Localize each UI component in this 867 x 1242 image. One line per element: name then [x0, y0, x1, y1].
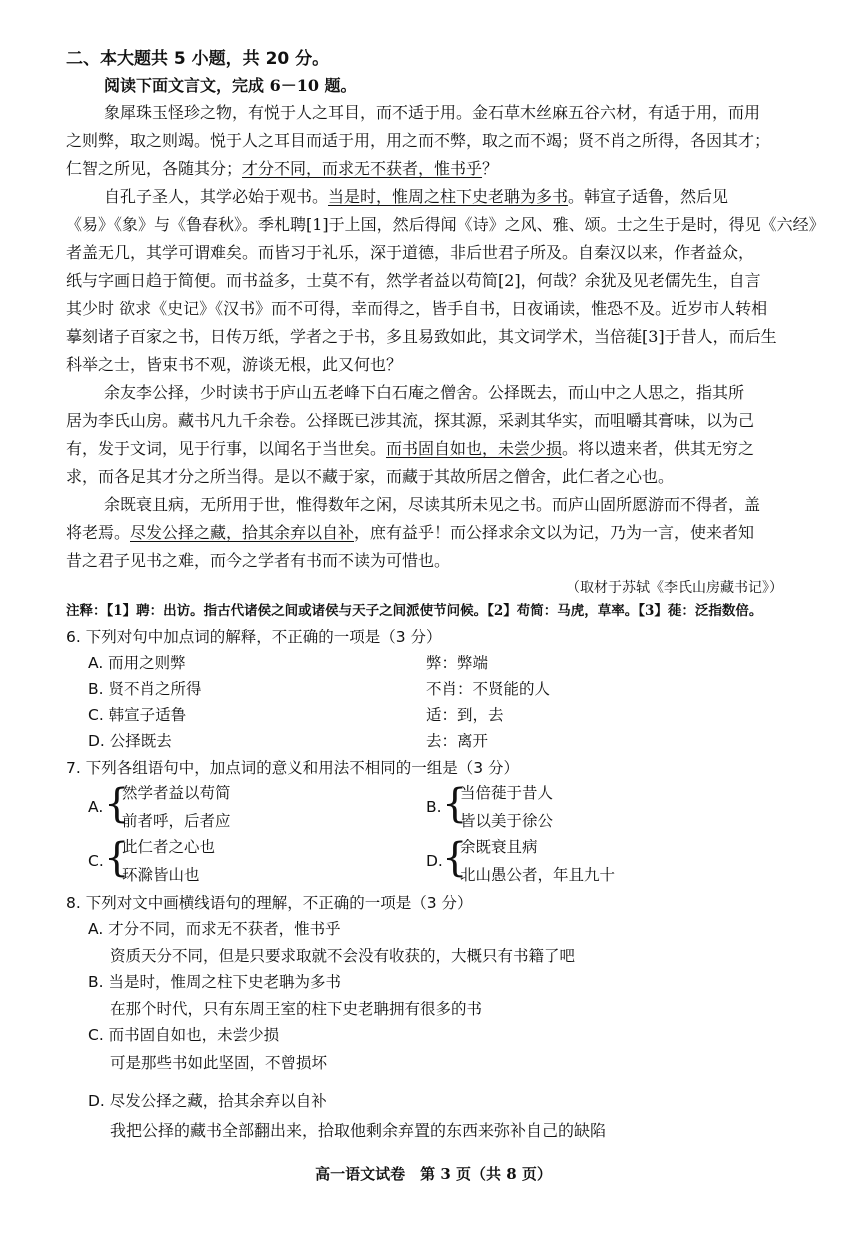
q7-option-d-label: D. [426, 852, 443, 870]
q7-option-a-label: A. [88, 798, 104, 816]
q7-option-c-top: 此仁者之心也 [122, 838, 216, 856]
q8-option-c-translation: 可是那些书如此坚固，不曾损坏 [110, 1054, 328, 1072]
q6-option-a: A. 而用之则弊 [88, 654, 186, 672]
underlined-sentence: 而书固自如也，未尝少损 [386, 439, 563, 458]
question-6-stem: 6. 下列对句中加点词的解释，不正确的一项是（3 分） [66, 628, 442, 646]
passage-text: 自孔子圣人，其学必始于观书。 [104, 187, 329, 206]
brace-icon: { [442, 835, 468, 881]
q7-option-c-label: C. [88, 852, 104, 870]
q6-option-b-explanation: 不肖：不贤能的人 [426, 680, 551, 698]
q8-option-b-translation: 在那个时代，只有东周王室的柱下史老聃拥有很多的书 [110, 1000, 483, 1018]
underlined-sentence: 尽发公择之藏，拾其余弃以自补 [130, 523, 355, 542]
passage-text: ？ [482, 159, 499, 178]
passage-text: 。韩宣子适鲁，然后见 [568, 187, 729, 206]
question-8-stem: 8. 下列对文中画横线语句的理解，不正确的一项是（3 分） [66, 894, 473, 912]
page-footer: 高一语文试卷 第 3 页（共 8 页） [315, 1165, 552, 1183]
passage-line: 者盖无几，其学可谓难矣。而皆习于礼乐，深于道德，非后世君子所及。自秦汉以来，作者益众， [66, 243, 755, 262]
q6-option-d-explanation: 去：离开 [426, 732, 489, 750]
passage-line: 昔之君子见书之难，而今之学者有书而不读为可惜也。 [66, 551, 451, 570]
q8-option-a-translation: 资质天分不同，但是只要求取就不会没有收获的，大概只有书籍了吧 [110, 947, 576, 965]
brace-icon: { [104, 835, 130, 881]
q7-option-c-bottom: 环滁皆山也 [122, 866, 200, 884]
passage-line: 其少时 欲求《史记》《汉书》而不可得，幸而得之，皆手自书，日夜诵读，惟恐不及。近岁市人转相 [66, 299, 768, 318]
passage-text: 。将以遗来者，供其无穷之 [562, 439, 755, 458]
passage-line: 科举之士，皆束书不观，游谈无根，此又何也？ [66, 355, 403, 374]
q7-option-d-top: 余既衰且病 [460, 838, 538, 856]
passage-text: 仁智之所见，各随其分； [66, 159, 243, 178]
passage-line: 象犀珠玉怪珍之物，有悦于人之耳目，而不适于用。金石草木丝麻五谷六材，有适于用，而用 [104, 103, 761, 122]
q7-option-d-bottom: 北山愚公者，年且九十 [460, 866, 616, 884]
q6-option-d: D. 公择既去 [88, 732, 172, 750]
q7-option-a-top: 然学者益以苟简 [122, 784, 231, 802]
q8-option-d-translation: 我把公择的藏书全部翻出来，拾取他剩余弃置的东西来弥补自己的缺陷 [110, 1121, 607, 1140]
passage-text: 将老焉。 [66, 523, 131, 542]
underlined-sentence: 当是时，惟周之柱下史老聃为多书 [328, 187, 569, 206]
source-citation: （取材于苏轼《李氏山房藏书记》） [566, 580, 783, 596]
q8-option-b: B. 当是时，惟周之柱下史老聃为多书 [88, 973, 341, 991]
passage-line [66, 522, 754, 544]
passage-line: 摹刻诸子百家之书，日传万纸，学者之于书，多且易致如此，其文词学术，当倍蓰[3]于昔人，而后生 [66, 327, 777, 346]
brace-icon: { [104, 781, 130, 827]
q6-option-c: C. 韩宣子适鲁 [88, 706, 187, 724]
passage-text: 有，发于文词，见于行事，以闻名于当世矣。 [66, 439, 387, 458]
q7-option-b-top: 当倍蓰于昔人 [460, 784, 554, 802]
underlined-sentence: 才分不同，而求无不获者，惟书乎 [242, 159, 483, 178]
brace-icon: { [442, 781, 468, 827]
passage-line [66, 438, 754, 460]
reading-instruction: 阅读下面文言文，完成 6－10 题。 [104, 76, 357, 95]
footnotes: 注释：【1】聘：出访。指古代诸侯之间或诸侯与天子之间派使节问候。【2】苟简：马虎，草率。【3】蓰：泛指数倍。 [66, 603, 763, 619]
q8-option-c: C. 而书固自如也，未尝少损 [88, 1026, 280, 1044]
passage-line: 之则弊，取之则竭。悦于人之耳目而适于用，用之而不弊，取之而不竭；贤不肖之所得，各因其才； [66, 131, 771, 150]
passage-line [66, 158, 498, 180]
passage-line [104, 186, 728, 208]
passage-line: 纸与字画日趋于简便。而书益多，士莫不有，然学者益以苟简[2]，何哉？余犹及见老儒先生，自言 [66, 271, 761, 290]
question-7-stem: 7. 下列各组语句中，加点词的意义和用法不相同的一组是（3 分） [66, 759, 520, 777]
q7-option-a-bottom: 前者呼，后者应 [122, 812, 231, 830]
passage-line: 余友李公择，少时读书于庐山五老峰下白石庵之僧舍。公择既去，而山中之人思之，指其所 [104, 383, 745, 402]
section-heading: 二、本大题共 5 小题，共 20 分。 [66, 49, 330, 69]
passage-line: 居为李氏山房。藏书凡九千余卷。公择既已涉其流，探其源，采剥其华实，而咀嚼其膏味，以为己 [66, 411, 755, 430]
q7-option-b-label: B. [426, 798, 442, 816]
passage-text: ，庶有益乎！而公择求余文以为记，乃为一言，使来者知 [354, 523, 755, 542]
q8-option-d: D. 尽发公择之藏，拾其余弃以自补 [88, 1092, 327, 1110]
q8-option-a: A. 才分不同，而求无不获者，惟书乎 [88, 920, 341, 938]
q6-option-a-explanation: 弊：弊端 [426, 654, 489, 672]
q7-option-b-bottom: 皆以美于徐公 [460, 812, 554, 830]
passage-line: 求，而各足其才分之所当得。是以不藏于家，而藏于其故所居之僧舍，此仁者之心也。 [66, 467, 675, 486]
q6-option-c-explanation: 适：到，去 [426, 706, 504, 724]
q6-option-b: B. 贤不肖之所得 [88, 680, 202, 698]
passage-line: 余既衰且病，无所用于世，惟得数年之闲，尽读其所未见之书。而庐山固所愿游而不得者，盖 [104, 495, 761, 514]
passage-line: 《易》《象》与《鲁春秋》。季札聘[1]于上国，然后得闻《诗》之风、雅、颂。士之生于是时，得见《六经》 [66, 215, 825, 234]
